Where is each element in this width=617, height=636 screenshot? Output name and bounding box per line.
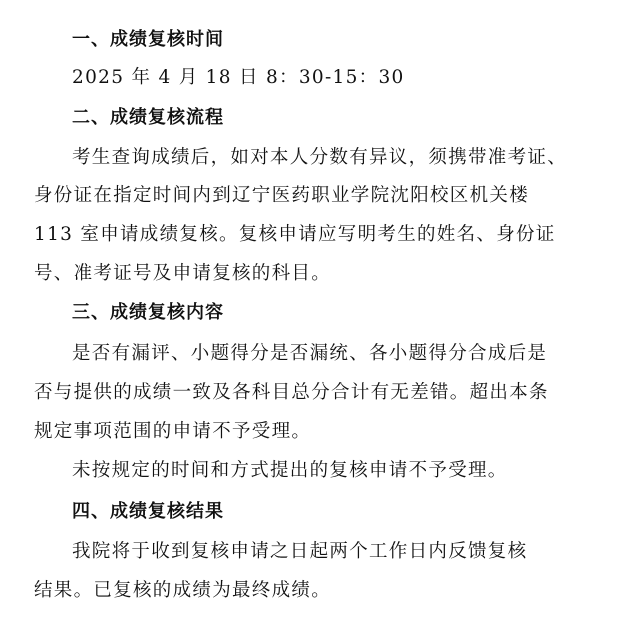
paragraph-line: 号、准考证号及申请复核的科目。 <box>34 263 332 284</box>
paragraph-line: 我院将于收到复核申请之日起两个工作日内反馈复核 <box>72 541 528 562</box>
review-time-text: 2025 年 4 月 18 日 8：30-15：30 <box>72 67 405 88</box>
paragraph-line: 未按规定的时间和方式提出的复核申请不予受理。 <box>72 460 508 481</box>
paragraph-line: 结果。已复核的成绩为最终成绩。 <box>34 580 332 601</box>
section-heading-review-time: 一、成绩复核时间 <box>72 29 224 50</box>
paragraph-line: 考生查询成绩后，如对本人分数有异议，须携带准考证、 <box>72 147 568 168</box>
paragraph-line: 身份证在指定时间内到辽宁医药职业学院沈阳校区机关楼 <box>34 185 530 206</box>
paragraph-line: 是否有漏评、小题得分是否漏统、各小题得分合成后是 <box>72 343 548 364</box>
section-heading-review-process: 二、成绩复核流程 <box>72 107 224 128</box>
section-heading-review-result: 四、成绩复核结果 <box>72 501 224 522</box>
paragraph-line: 否与提供的成绩一致及各科目总分合计有无差错。超出本条 <box>34 382 549 403</box>
section-heading-review-content: 三、成绩复核内容 <box>72 302 224 323</box>
paragraph-line: 规定事项范围的申请不予受理。 <box>34 421 312 442</box>
paragraph-line: 113 室申请成绩复核。复核申请应写明考生的姓名、身份证 <box>34 224 556 245</box>
